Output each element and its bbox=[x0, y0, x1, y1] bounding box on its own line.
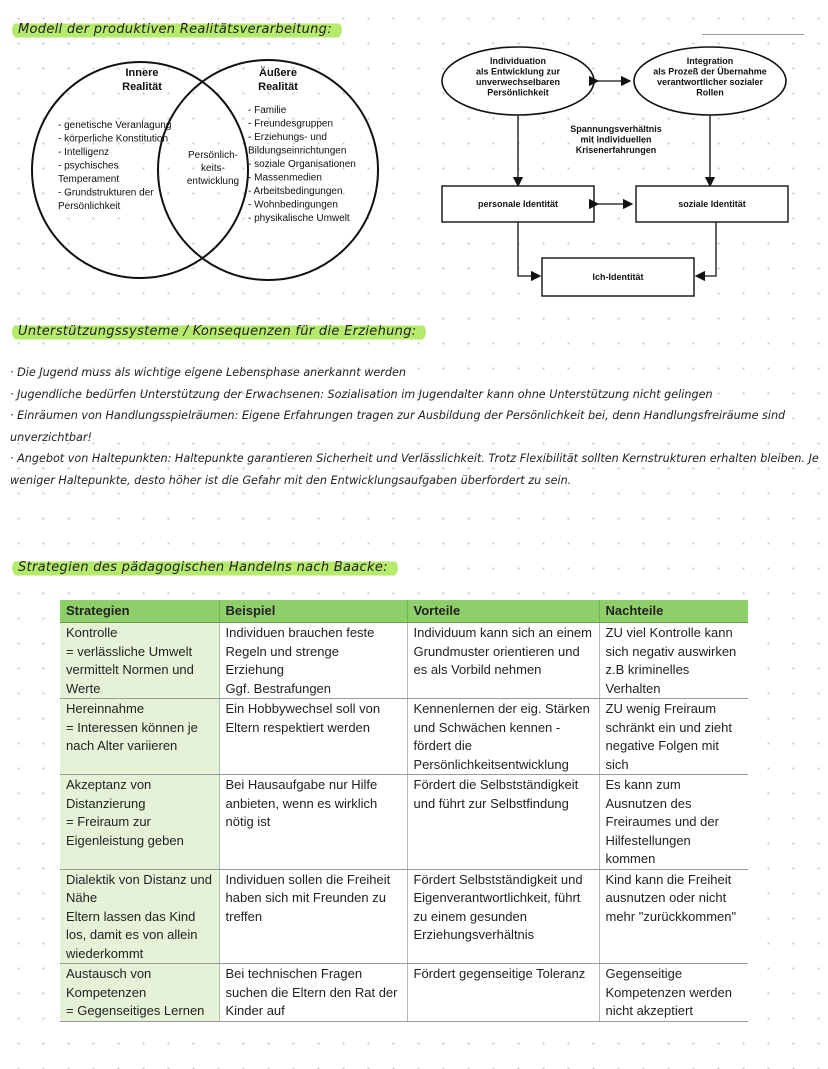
tension-label: Spannungsverhältnis bbox=[570, 124, 662, 134]
table-row bbox=[60, 869, 748, 964]
disadvantage-cell: Kind kann die Freiheit ausnutzen oder nicht mehr "zurückkommen" bbox=[599, 869, 748, 964]
individuation-label: unverwechselbaren bbox=[475, 77, 561, 87]
strategy-cell: Kontrolle = verlässliche Umwelt vermittelt Normen und Werte bbox=[60, 623, 219, 699]
integration-label: Integration bbox=[686, 56, 734, 66]
advantage-cell: Fördert gegenseitige Toleranz bbox=[407, 964, 599, 1022]
inner-reality-title: Realität bbox=[122, 81, 162, 93]
outer-reality-circle bbox=[158, 60, 378, 280]
personality-development-label: keits- bbox=[201, 163, 225, 174]
individuation-label: Individuation bbox=[490, 56, 546, 66]
outer-reality-item: - Arbeitsbedingungen bbox=[248, 186, 343, 197]
heading-model: Modell der produktiven Realitätsverarbeitung: bbox=[12, 20, 342, 40]
example-cell: Bei Hausaufgabe nur Hilfe anbieten, wenn es wirklich nötig ist bbox=[219, 775, 407, 870]
bullet-item: · Die Jugend muss als wichtige eigene Lebensphase anerkannt werden bbox=[10, 366, 406, 379]
table-row bbox=[60, 775, 748, 870]
integration-label: als Prozeß der Übernahme bbox=[653, 66, 767, 77]
advantage-cell: Fördert die Selbstständigkeit und führt zur Selbstfindung bbox=[407, 775, 599, 870]
bullet-item: · Einräumen von Handlungsspielräumen: Eigene Erfahrungen tragen zur Ausbildung der Persönlichkeit bei, denn Handlungsfreiräume sind unverzichtbar! bbox=[10, 409, 786, 444]
disadvantage-cell: Gegenseitige Kompetenzen werden nicht akzeptiert bbox=[599, 964, 748, 1022]
strategy-cell: Austausch von Kompetenzen = Gegenseitiges Lernen bbox=[60, 964, 219, 1022]
inner-reality-item: - körperliche Konstitution bbox=[58, 133, 169, 145]
outer-reality-item: - Wohnbedingungen bbox=[248, 199, 338, 211]
outer-reality-item: Bildungseinrichtungen bbox=[248, 145, 347, 157]
venn-diagram bbox=[30, 52, 400, 288]
strategy-cell: Dialektik von Distanz und Nähe Eltern lassen das Kind los, damit es von allein wiederkommt bbox=[60, 869, 219, 964]
personality-development-label: entwicklung bbox=[186, 176, 240, 187]
inner-reality-item: - psychisches bbox=[58, 160, 119, 172]
example-cell: Ein Hobbywechsel soll von Eltern respektiert werden bbox=[219, 699, 407, 775]
example-cell: Individuen sollen die Freiheit haben sich mit Freunden zu treffen bbox=[219, 869, 407, 964]
individuation-label: Persönlichkeit bbox=[487, 87, 549, 98]
tension-label: mit individuellen bbox=[580, 134, 652, 145]
individuation-label: als Entwicklung zur bbox=[475, 66, 561, 77]
bullet-item: · Angebot von Haltepunkten: Haltepunkte garantieren Sicherheit und Verlässlichkeit. Trotz Flexibilität sollten Kernstrukturen erhalten bleiben. Je weniger Haltepunkte, desto höher ist die Gefahr mit den Entwicklungsaufgaben überfordert zu sein. bbox=[10, 452, 819, 487]
inner-reality-item: - Intelligenz bbox=[58, 147, 110, 158]
inner-reality-item: Persönlichkeit bbox=[58, 201, 121, 212]
disadvantage-cell: Es kann zum Ausnutzen des Freiraumes und der Hilfestellungen kommen bbox=[599, 775, 748, 870]
table-row bbox=[60, 623, 748, 699]
top-right-line bbox=[702, 34, 804, 35]
outer-reality-item: - Familie bbox=[248, 105, 287, 116]
personal-identity-label: personale Identität bbox=[477, 199, 559, 209]
identity-diagram bbox=[438, 36, 810, 302]
integration-label: Rollen bbox=[696, 87, 724, 98]
outer-reality-item: - Erziehungs- und bbox=[248, 132, 327, 143]
social-identity-label: soziale Identität bbox=[678, 199, 746, 209]
strategies-table bbox=[60, 600, 748, 1022]
table-row bbox=[60, 699, 748, 775]
advantage-cell: Fördert Selbstständigkeit und Eigenverantwortlichkeit, führt zu einem gesunden Erziehungsverhältnis bbox=[407, 869, 599, 964]
personality-development-label: Persönlich- bbox=[187, 150, 239, 161]
heading-strategies: Strategien des pädagogischen Handelns nach Baacke: bbox=[12, 558, 398, 578]
integration-label: verantwortlicher sozialer bbox=[656, 77, 764, 87]
inner-reality-item: Temperament bbox=[58, 174, 120, 185]
inner-reality-item: - Grundstrukturen der bbox=[58, 187, 154, 199]
header-disadvantages: Nachteile bbox=[599, 600, 748, 623]
outer-reality-title: Äußere bbox=[259, 67, 297, 79]
outer-reality-item: - physikalische Umwelt bbox=[248, 213, 350, 224]
advantage-cell: Individuum kann sich an einem Grundmuster orientieren und es als Vorbild nehmen bbox=[407, 623, 599, 699]
bullet-item: · Jugendliche bedürfen Unterstützung der Erwachsenen: Sozialisation im Jugendalter kann ohne Unterstützung nicht gelingen bbox=[10, 387, 713, 401]
support-bullets bbox=[10, 362, 820, 491]
disadvantage-cell: ZU wenig Freiraum schränkt ein und zieht negative Folgen mit sich bbox=[599, 699, 748, 775]
table-header-row bbox=[60, 600, 748, 623]
example-cell: Individuen brauchen feste Regeln und strenge Erziehung Ggf. Bestrafungen bbox=[219, 623, 407, 699]
tension-label: Krisenerfahrungen bbox=[575, 145, 657, 155]
header-example: Beispiel bbox=[219, 600, 407, 623]
header-strategies: Strategien bbox=[60, 600, 219, 623]
outer-reality-item: - Massenmedien bbox=[248, 172, 322, 184]
table-row bbox=[60, 964, 748, 1022]
ego-identity-label: Ich-Identität bbox=[592, 272, 644, 282]
inner-reality-title: Innere bbox=[125, 67, 159, 79]
header-advantages: Vorteile bbox=[407, 600, 599, 623]
advantage-cell: Kennenlernen der eig. Stärken und Schwächen kennen - fördert die Persönlichkeitsentwicklung bbox=[407, 699, 599, 775]
strategy-cell: Akzeptanz von Distanzierung = Freiraum zur Eigenleistung geben bbox=[60, 775, 219, 870]
heading-support: Unterstützungssysteme / Konsequenzen für die Erziehung: bbox=[12, 322, 426, 342]
disadvantage-cell: ZU viel Kontrolle kann sich negativ auswirken z.B kriminelles Verhalten bbox=[599, 623, 748, 699]
strategy-cell: Hereinnahme = Interessen können je nach Alter variieren bbox=[60, 699, 219, 775]
outer-reality-item: - Freundesgruppen bbox=[248, 118, 334, 130]
outer-reality-item: - soziale Organisationen bbox=[248, 159, 356, 170]
example-cell: Bei technischen Fragen suchen die Eltern den Rat der Kinder auf bbox=[219, 964, 407, 1022]
outer-reality-title: Realität bbox=[258, 81, 298, 93]
inner-reality-item: - genetische Veranlagung bbox=[58, 120, 172, 131]
